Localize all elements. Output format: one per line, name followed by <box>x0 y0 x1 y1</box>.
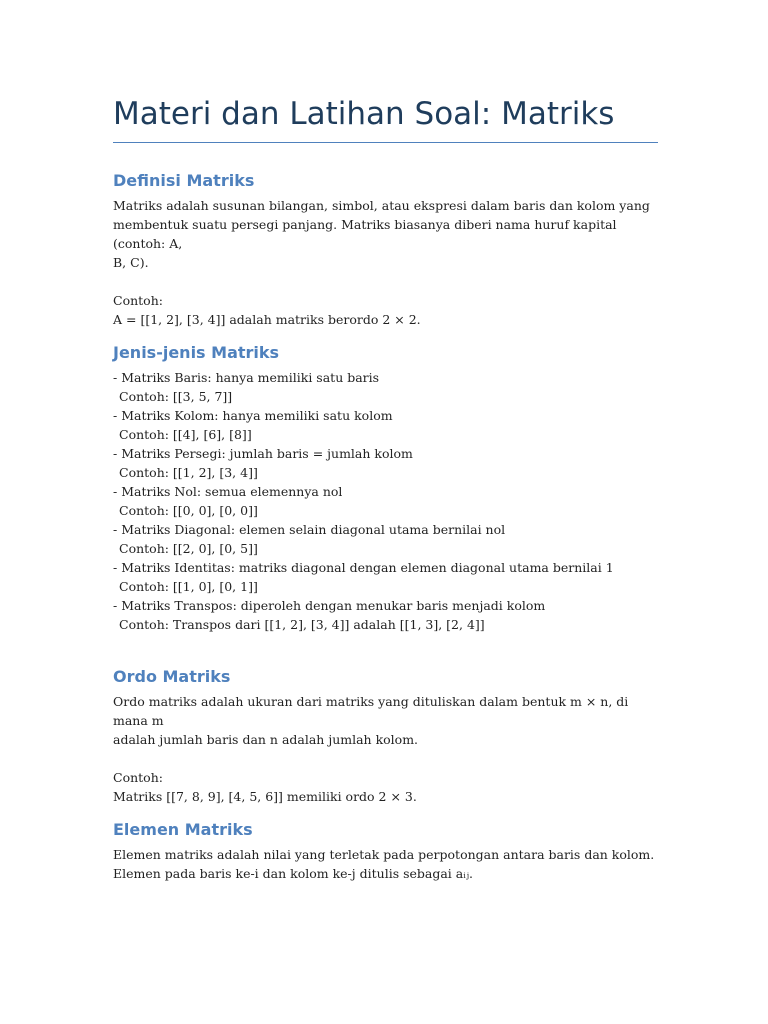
ordo-example-label: Contoh: <box>113 770 163 785</box>
list-item-example: Contoh: [[1, 0], [0, 1]] <box>119 579 258 594</box>
heading-ordo: Ordo Matriks <box>113 667 231 686</box>
definisi-example-text: A = [[1, 2], [3, 4]] adalah matriks berordo 2 × 2. <box>113 312 421 327</box>
section-elemen <box>113 819 658 883</box>
section-ordo <box>113 666 658 806</box>
elemen-line-1: Elemen matriks adalah nilai yang terletak pada perpotongan antara baris dan kolom. <box>113 847 655 862</box>
list-item: - Matriks Baris: hanya memiliki satu baris <box>113 370 380 385</box>
list-item: - Matriks Persegi: jumlah baris = jumlah kolom <box>113 446 413 461</box>
list-item: - Matriks Identitas: matriks diagonal dengan elemen diagonal utama bernilai 1 <box>113 560 614 575</box>
ordo-line-1: Ordo matriks adalah ukuran dari matriks yang dituliskan dalam bentuk m × n, di mana m <box>113 694 629 728</box>
section-definisi <box>113 170 658 329</box>
definisi-example-label: Contoh: <box>113 293 163 308</box>
heading-definisi: Definisi Matriks <box>113 171 255 190</box>
definisi-line-2: membentuk suatu persegi panjang. Matriks biasanya diberi nama huruf kapital (contoh: A, <box>113 217 617 251</box>
ordo-line-2: adalah jumlah baris dan n adalah jumlah kolom. <box>113 732 419 747</box>
elemen-line-2: Elemen pada baris ke-i dan kolom ke-j ditulis sebagai aᵢⱼ. <box>113 866 474 881</box>
list-item: - Matriks Kolom: hanya memiliki satu kolom <box>113 408 393 423</box>
list-item: - Matriks Nol: semua elemennya nol <box>113 484 343 499</box>
list-item-example: Contoh: [[4], [6], [8]] <box>119 427 252 442</box>
section-jenis <box>113 342 658 634</box>
heading-elemen: Elemen Matriks <box>113 820 253 839</box>
list-item-example: Contoh: [[2, 0], [0, 5]] <box>119 541 258 556</box>
list-item: - Matriks Diagonal: elemen selain diagonal utama bernilai nol <box>113 522 506 537</box>
list-item-example: Contoh: [[1, 2], [3, 4]] <box>119 465 258 480</box>
heading-jenis: Jenis-jenis Matriks <box>113 343 280 362</box>
ordo-example-text: Matriks [[7, 8, 9], [4, 5, 6]] memiliki ordo 2 × 3. <box>113 789 417 804</box>
page-title: Materi dan Latihan Soal: Matriks <box>113 92 658 143</box>
list-item-example: Contoh: [[3, 5, 7]] <box>119 389 233 404</box>
definisi-line-3: B, C). <box>113 255 149 270</box>
list-item-example: Contoh: Transpos dari [[1, 2], [3, 4]] adalah [[1, 3], [2, 4]] <box>119 617 485 632</box>
definisi-line-1: Matriks adalah susunan bilangan, simbol, atau ekspresi dalam baris dan kolom yang <box>113 198 650 213</box>
list-item: - Matriks Transpos: diperoleh dengan menukar baris menjadi kolom <box>113 598 546 613</box>
list-item-example: Contoh: [[0, 0], [0, 0]] <box>119 503 258 518</box>
